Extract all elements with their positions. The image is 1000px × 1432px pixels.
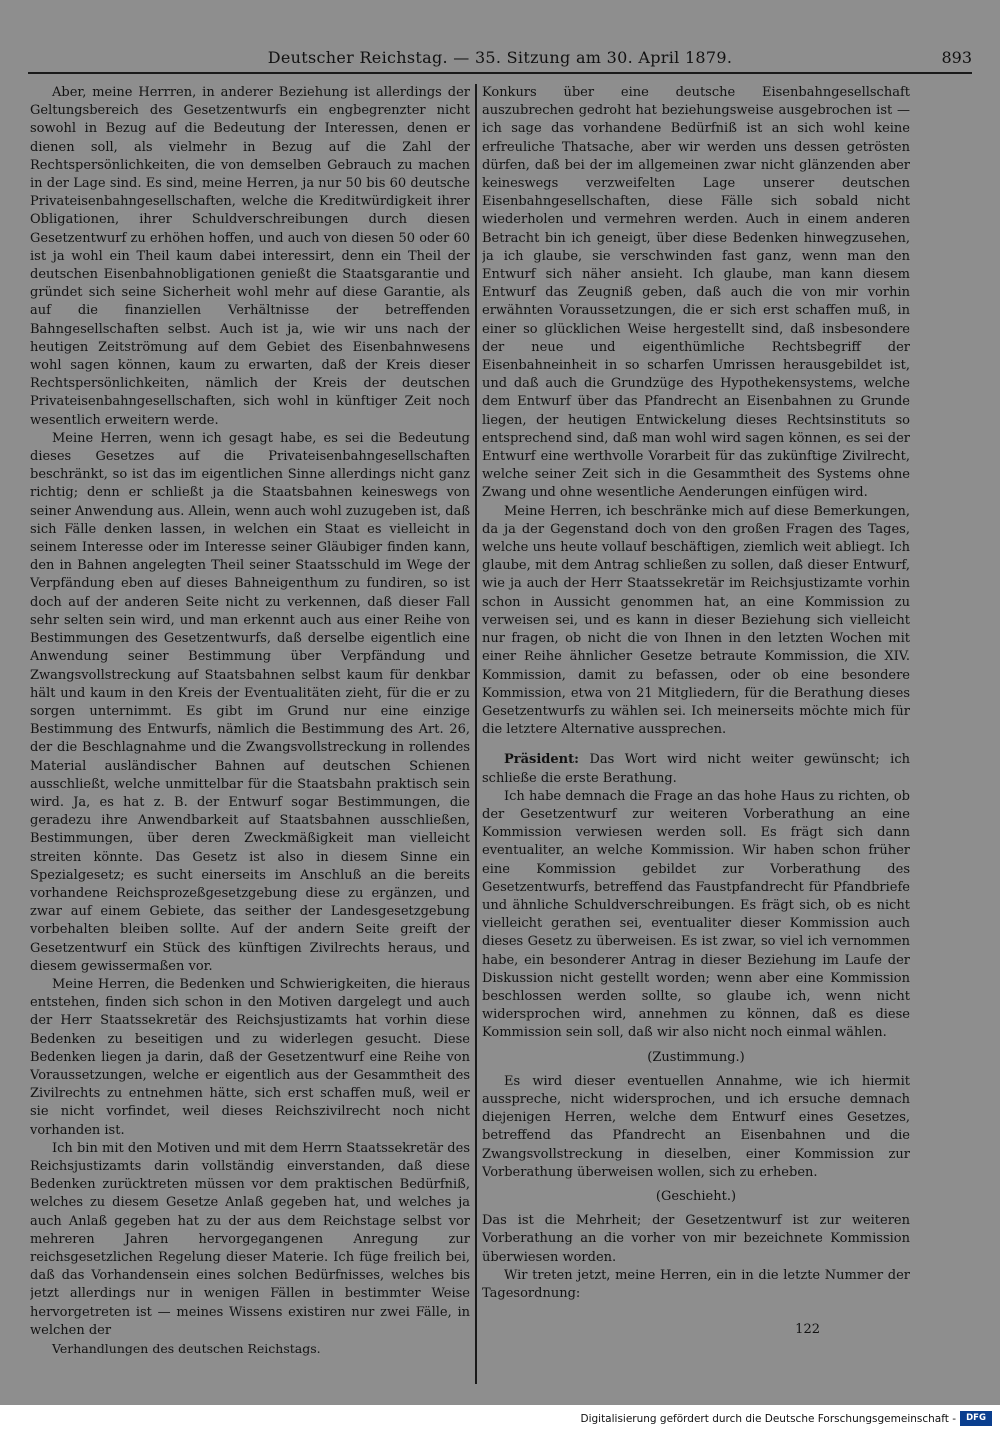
right-column <box>482 84 910 1384</box>
speaker-label: Präsident: <box>504 752 579 768</box>
header-title: Deutscher Reichstag. — 35. Sitzung am 30. April 1879. <box>267 48 733 67</box>
credit-bar <box>0 1405 1000 1432</box>
left-paragraph-3: Meine Herren, die Bedenken und Schwierigkeiten, die hieraus entstehen, finden sich schon in den Motiven dargelegt und auch der Herr Staatssekretär des Reichsjustizamts hat vorhin diese Bedenken zu beseitigen und zu widerlegen gesucht. Diese Bedenken liegen ja darin, daß der Gesetzentwurf eine Reihe von Voraussetzungen, welche er eigentlich aus der Gesammtheit des Zivilrechts zu entnehmen hätte, sich erst schaffen muß, weil er sie nicht vorfindet, weil dieses Reichszivilrecht noch nicht vorhanden ist. <box>30 976 470 1138</box>
page-header <box>28 40 972 74</box>
left-paragraph-2: Meine Herren, wenn ich gesagt habe, es sei die Bedeutung dieses Gesetzes auf die Privateisenbahngesellschaften beschränkt, so ist das im eigentlichen Sinne allerdings nicht ganz richtig; denn er schließt ja die Staatsbahnen keineswegs von seiner Anwendung aus. Allein, wenn auch wohl zuzugeben ist, daß sich Fälle denken lassen, in welchen ein Staat es vielleicht in seinem Interesse oder im Interesse seiner Gläubiger finden kann, den in Bahnen angelegten Theil seiner Staatsschuld im Wege der Verpfändung eben auf dieses Bahneigenthum zu fundiren, so ist doch auf der anderen Seite nicht zu verkennen, daß dieser Fall sehr selten sein wird, und man erkennt auch aus einer Reihe von Bestimmungen des Gesetzentwurfs, daß derselbe eigentlich eine Anwendung seiner Bestimmung über Verpfändung und Zwangsvollstreckung auf Staatsbahnen selbst kaum für denkbar hält und kaum in den Kreis der Eventualitäten zieht, für die er zu sorgen unternimmt. Es gibt im Grund nur eine einzige Bestimmung des Entwurfs, nämlich die Bestimmung des Art. 26, der die Beschlagnahme und die Zwangsvollstreckung in rollendes Material ausländischer Bahnen auf deutschen Schienen ausschließt, welche unmittelbar für die Staatsbahn praktisch sein wird. Ja, es hat z. B. der Entwurf sogar Bestimmungen, die geradezu ihre Anwendbarkeit auf Staatsbahnen ausschließen, Bestimmungen, über deren Zweckmäßigkeit man vielleicht streiten könnte. Das Gesetz ist also in diesem Sinne ein Spezialgesetz; es sucht einerseits im Anschluß an die bereits vorhandene Reichsprozeßgesetzgebung diese zu ergänzen, und zwar auf einem Gebiete, das seither der Landesgesetzgebung vorbehalten bleiben sollte. Auf der andern Seite greift der Gesetzentwurf ein Stück des künftigen Zivilrechts heraus, und diesem gewissermaßen vor. <box>30 430 470 974</box>
left-column <box>30 84 470 1384</box>
credit-text: Digitalisierung gefördert durch die Deutsche Forschungsgemeinschaft - <box>580 1413 956 1425</box>
right-paragraph-6: Wir treten jetzt, meine Herren, ein in die letzte Nummer der Tagesordnung: <box>482 1267 910 1301</box>
right-paragraph-4: Es wird dieser eventuellen Annahme, wie ich hiermit ausspreche, nicht widersprochen, und ich ersuche demnach diejenigen Herren, welche dem Entwurf eines Gesetzes, betreffend das Pfandrecht an Eisenbahnen und die Zwangsvollstreckung in dieselben, einer Kommission zur Vorberathung überweisen wollen, sich zu erheben. <box>482 1073 910 1180</box>
dfg-logo[interactable]: DFG <box>960 1411 992 1426</box>
right-paragraph-3: Ich habe demnach die Frage an das hohe Haus zu richten, ob der Gesetzentwurf zur weiteren Vorberathung an eine Kommission verwiesen werden soll. Es frägt sich dann eventualiter, an welche Kommission. Wir haben schon früher eine Kommission gebildet zur Vorberathung des Gesetzentwurfs, betreffend das Faustpfandrecht für Pfandbriefe und ähnliche Schuldverschreibungen. Es frägt sich, ob es nicht vielleicht gerathen sei, eventualiter dieser Kommission auch dieses Gesetz zu überweisen. Es ist zwar, so viel ich vernommen habe, ein besonderer Antrag in dieser Beziehung im Laufe der Diskussion nicht gestellt worden; wenn aber eine Kommission beschlossen werden sollte, so glaube ich, wenn nicht widersprochen wird, annehmen zu können, daß es diese Kommission sein soll, daß wir also nicht noch einmal wählen. <box>482 788 910 1041</box>
president-text: Das Wort wird nicht weiter gewünscht; ich schließe die erste Berathung. <box>482 752 910 786</box>
header-rule <box>28 72 972 74</box>
left-paragraph-1: Aber, meine Herrren, in anderer Beziehung ist allerdings der Geltungsbereich des Gesetzentwurfs ein engbegrenzter nicht sowohl in Bezug auf die Bedeutung der Interessen, denen er dienen soll, als vielmehr in Bezug auf die Zahl der Rechtspersönlichkeiten, die von demselben Gebrauch zu machen in der Lage sind. Es sind, meine Herren, ja nur 50 bis 60 deutsche Privateisenbahngesellschaften, welche die Kreditwürdigkeit ihrer Obligationen, ihrer Schuldverschreibungen durch diesen Gesetzentwurf zu erhöhen hoffen, und auch von diesen 50 oder 60 ist ja wohl ein Theil kaum dabei interessirt, denn ein Theil der deutschen Eisenbahnobligationen genießt die Staatsgarantie und gründet sich seine Sicherheit wohl mehr auf diese Garantie, als auf die finanziellen Verhältnisse der betreffenden Bahngesellschaften selbst. Auch ist ja, wie wir uns nach der heutigen Zeitströmung auf dem Gebiet des Eisenbahnwesens wohl sagen können, kaum zu erwarten, daß der Kreis dieser Rechtspersönlichkeiten, nämlich der Kreis der deutschen Privateisenbahngesellschaften, sich wohl in künftiger Zeit noch wesentlich erweitern werde. <box>30 85 470 428</box>
right-paragraph-5: Das ist die Mehrheit; der Gesetzentwurf ist zur weiteren Vorberathung an die vorher von mir bezeichnete Kommission überwiesen worden. <box>482 1213 910 1265</box>
column-divider <box>475 84 477 1384</box>
right-paragraph-1: Konkurs über eine deutsche Eisenbahngesellschaft auszubrechen gedroht hat beziehungsweise ausgebrochen ist — ich sage das vorhandene Bedürfniß ist an sich wohl keine erfreuliche Thatsache, aber wir werden uns dessen getrösten dürfen, daß bei der im allgemeinen zwar nicht glänzenden aber keineswegs verzweifelten Lage unserer deutschen Eisenbahngesellschaften, diese Fälle sich sobald nicht wiederholen und vermehren werden. Auch in einem anderen Betracht bin ich geneigt, über diese Bedenken hinwegzusehen, ja ich glaube, sie verschwinden fast ganz, wenn man den Entwurf sich näher ansieht. Ich glaube, man kann diesem Entwurf das Zeugniß geben, daß auch die von mir vorhin erwähnten Voraussetzungen, die er sich erst schaffen muß, in einer so glücklichen Weise hergestellt sind, daß insbesondere der neue und eigenthümliche Rechtsbegriff der Eisenbahneinheit in so scharfen Umrissen herausgebildet ist, und daß auch die Grundzüge des Hypothekensystems, welche dem Entwurf über das Pfandrecht an Eisenbahnen zu Grunde liegen, der heutigen Entwickelung dieses Rechtsinstituts so entsprechend sind, daß man wohl wird sagen können, es sei der Entwurf eine werthvolle Vorarbeit für das zukünftige Zivilrecht, welche seiner Zeit sich in die Gesammtheit des Systems ohne Zwang und ohne wesentliche Aenderungen einfügen wird. <box>482 85 910 501</box>
page-number: 893 <box>941 48 972 67</box>
sheet-number: 122 <box>795 1322 820 1338</box>
right-paragraph-2: Meine Herren, ich beschränke mich auf diese Bemerkungen, da ja der Gegenstand doch von den großen Fragen des Tages, welche uns heute vollauf beschäftigen, ziemlich weit abliegt. Ich glaube, mit dem Antrag schließen zu sollen, daß dieser Entwurf, wie ja auch der Herr Staatssekretär im Reichsjustizamte vorhin schon in Aussicht genommen hat, an eine Kommission zu verweisen sei, und es kann in dieser Beziehung sich vielleicht nur fragen, ob nicht die von Ihnen in den letzten Wochen mit einer Reihe ähnlicher Gesetze betraute Kommission, die XIV. Kommission, damit zu befassen, oder ob eine besondere Kommission, etwa von 21 Mitgliedern, für die Berathung dieses Gesetzentwurfs zu wählen sei. Ich meinerseits möchte mich für die letztere Alternative aussprechen. <box>482 503 910 738</box>
president-statement <box>482 751 910 787</box>
left-footer-note: Verhandlungen des deutschen Reichstags. <box>52 1341 321 1357</box>
stage-direction-2: (Geschieht.) <box>655 1188 737 1204</box>
section-gap <box>482 739 910 751</box>
stage-direction-1: (Zustimmung.) <box>647 1049 745 1065</box>
left-paragraph-4: Ich bin mit den Motiven und mit dem Herrn Staatssekretär des Reichsjustizamts darin vollständig einverstanden, daß diese Bedenken zurücktreten müssen vor dem praktischen Bedürfniß, welches zu diesem Gesetze Anlaß gegeben hat, und welches ja auch Anlaß gegeben hat zu der aus dem Reichstage selbst vor mehreren Jahren hervorgegangenen Anregung zur reichsgesetzlichen Regelung dieser Materie. Ich füge freilich bei, daß das Vorhandensein eines solchen Bedürfnisses, welches bis jetzt allerdings nur in wenigen Fällen in bestimmter Weise hervorgetreten ist — meines Wissens existiren nur zwei Fälle, in welchen der <box>30 1140 470 1338</box>
